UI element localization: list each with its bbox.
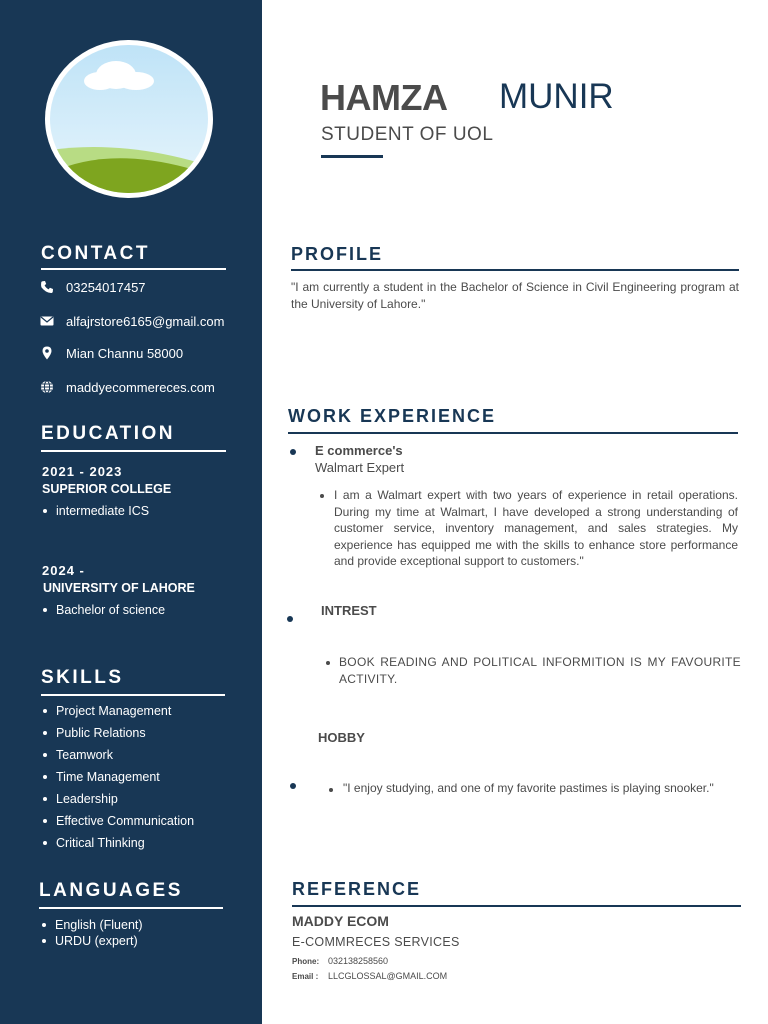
subtitle-underline <box>321 155 383 158</box>
skill-item: Effective Communication <box>43 814 194 828</box>
contact-phone-text: 03254017457 <box>66 279 146 295</box>
skills-divider <box>41 694 225 696</box>
subtitle: STUDENT OF UOL <box>321 124 494 145</box>
email-icon <box>40 314 54 328</box>
bullet-dot <box>320 494 324 498</box>
reference-email-label: Email : <box>292 972 319 981</box>
languages-divider <box>39 907 223 909</box>
reference-divider <box>292 905 741 907</box>
first-name: HAMZA <box>320 77 448 118</box>
skill-item: Teamwork <box>43 748 113 762</box>
contact-location <box>40 343 183 363</box>
education-years: 2024 - <box>42 563 85 578</box>
reference-phone-value: 032138258560 <box>328 956 389 966</box>
reference-email <box>292 971 447 981</box>
landscape-placeholder-icon <box>50 45 208 193</box>
contact-website-text: maddyecommereces.com <box>66 379 215 395</box>
contact-website <box>40 377 215 397</box>
bullet-dot <box>326 661 330 665</box>
profile-heading: PROFILE <box>291 244 384 264</box>
skill-item: Time Management <box>43 770 160 784</box>
hobby-text: "I enjoy studying, and one of my favorite pastimes is playing snooker." <box>343 781 714 795</box>
sidebar <box>0 0 262 1024</box>
profile-divider <box>291 269 739 271</box>
contact-phone <box>40 277 146 297</box>
skills-heading: SKILLS <box>41 667 124 688</box>
intrest-title: INTREST <box>321 603 377 618</box>
reference-company: E-COMMRECES SERVICES <box>292 935 460 949</box>
job-role: Walmart Expert <box>315 460 405 475</box>
intrest-text: BOOK READING AND POLITICAL INFORMITION IS MY FAVOURITE ACTIVITY. <box>339 655 741 686</box>
education-school: SUPERIOR COLLEGE <box>42 482 172 496</box>
education-heading: EDUCATION <box>41 423 176 444</box>
timeline-dot <box>290 783 296 789</box>
job-title: E commerce's <box>315 443 403 458</box>
skill-item: Public Relations <box>43 726 146 740</box>
education-divider <box>41 450 226 452</box>
contact-divider <box>41 268 226 270</box>
phone-icon <box>40 280 54 294</box>
timeline-dot <box>290 449 296 455</box>
last-name: MUNIR <box>499 77 614 116</box>
contact-heading: CONTACT <box>41 243 150 264</box>
location-pin-icon <box>40 346 54 360</box>
reference-email-value: LLCGLOSSAL@GMAIL.COM <box>328 971 448 981</box>
education-school: UNIVERSITY OF LAHORE <box>43 581 195 595</box>
education-detail: Bachelor of science <box>43 603 165 617</box>
skill-item: Leadership <box>43 792 118 806</box>
language-item: English (Fluent) <box>42 918 143 932</box>
skill-item: Critical Thinking <box>43 836 145 850</box>
contact-email <box>40 311 224 331</box>
hobby-title: HOBBY <box>318 730 365 745</box>
bullet-dot <box>329 788 333 792</box>
contact-email-text: alfajrstore6165@gmail.com <box>66 313 225 329</box>
profile-photo <box>45 40 213 198</box>
reference-phone <box>292 956 388 966</box>
work-experience-heading: WORK EXPERIENCE <box>288 406 497 426</box>
reference-phone-label: Phone: <box>292 957 320 966</box>
timeline-dot <box>287 616 293 622</box>
education-years: 2021 - 2023 <box>42 464 123 479</box>
profile-text: "I am currently a student in the Bachelor of Science in Civil Engineering program at the University of Lahore." <box>291 280 739 311</box>
work-experience-divider <box>288 432 738 434</box>
language-item: URDU (expert) <box>42 934 138 948</box>
languages-heading: LANGUAGES <box>39 880 183 901</box>
reference-name: MADDY ECOM <box>292 913 389 929</box>
job-description: I am a Walmart expert with two years of experience in retail operations. During my time at Walmart, I have developed a strong understanding of customer service, inventory management, and sales strategies. My experience has equipped me with the skills to enhance store performance and provide exceptional support to customers." <box>334 488 738 568</box>
globe-icon <box>40 380 54 394</box>
skill-item: Project Management <box>43 704 171 718</box>
reference-heading: REFERENCE <box>292 879 422 899</box>
education-detail: intermediate ICS <box>43 504 149 518</box>
contact-location-text: Mian Channu 58000 <box>66 345 184 361</box>
